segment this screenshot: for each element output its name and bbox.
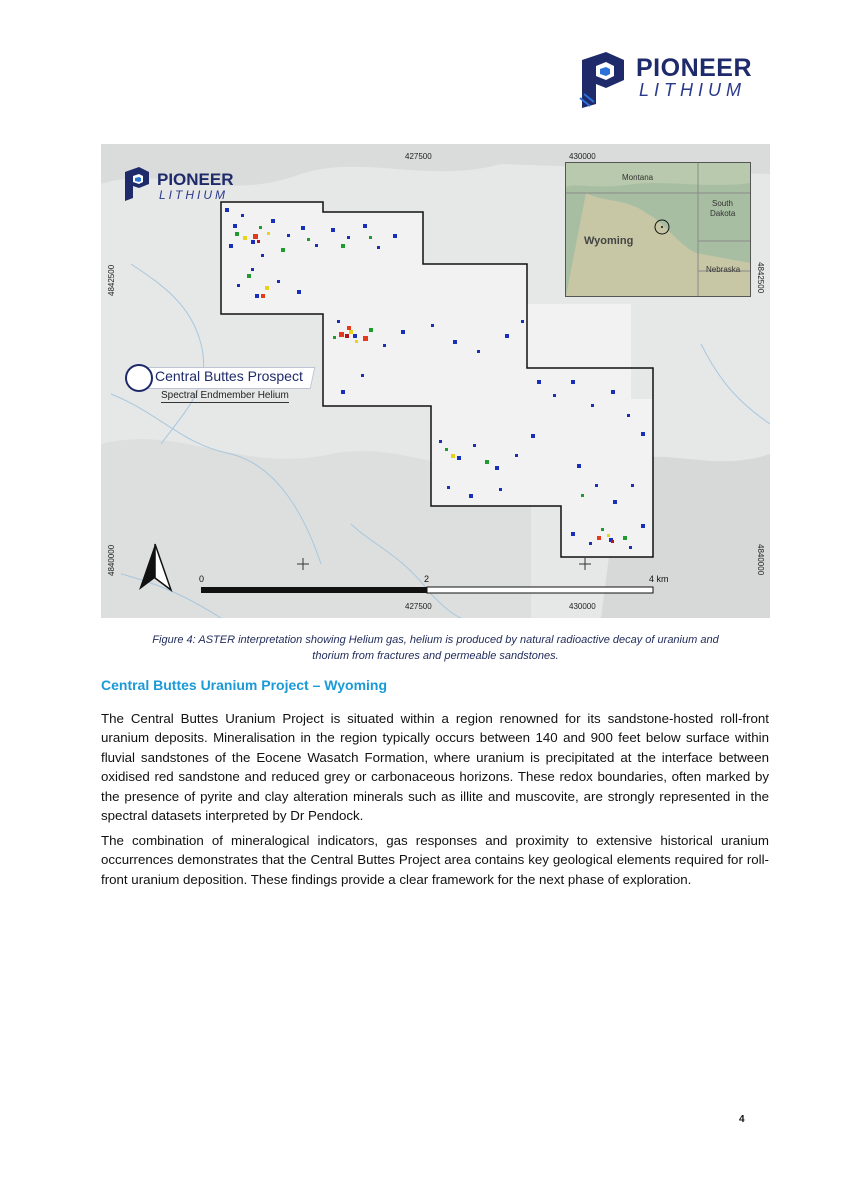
scale-label-zero: 0 [199,574,205,584]
inset-label-montana: Montana [622,173,654,182]
inset-label-wyoming: Wyoming [584,235,634,247]
location-inset-map [565,162,751,297]
coord-label: 427500 [405,602,432,611]
coord-label: 4842500 [756,262,765,294]
inset-label-nebraska: Nebraska [706,265,741,274]
coord-label: 430000 [569,602,596,611]
map-logo-primary: PIONEER [157,170,234,189]
inset-label-south: South [712,199,733,208]
map-logo-secondary: LITHIUM [159,188,228,202]
section-heading: Central Buttes Uranium Project – Wyoming [101,677,388,693]
scale-bar [201,587,653,593]
coord-label: 430000 [569,152,596,161]
scale-label-mid: 2 [424,574,430,584]
page-number: 4 [739,1114,745,1125]
prospect-marker-icon [125,364,153,392]
scale-label-end: 4 km [649,574,669,584]
coord-label: 4840000 [107,544,116,576]
prospect-title: Central Buttes Prospect [155,368,303,384]
company-logo [576,50,756,108]
inset-label-dakota: Dakota [710,209,736,218]
inset-canvas [566,163,750,296]
prospect-label [125,364,315,408]
logo-wordmark-secondary: LITHIUM [639,80,746,100]
body-paragraph: The combination of mineralogical indicators, gas responses and proximity to extensive historical uranium occurrences demonstrates that the Central Buttes Project area contains key geological elements required for roll-front uranium deposition. These findings provide a clear framework for the next phase of exploration. [101,833,769,887]
coord-label: 4842500 [107,264,116,296]
aster-helium-map [101,144,770,618]
logo-wordmark-primary: PIONEER [636,54,753,82]
prospect-subtitle: Spectral Endmember Helium [161,390,289,401]
figure-caption-line: Figure 4: ASTER interpretation showing Helium gas, helium is produced by natural radioactive decay of uranium and [152,634,719,646]
figure-caption-line: thorium from fractures and permeable sandstones. [312,650,559,662]
pioneer-logo-icon [121,166,153,202]
body-paragraph: The Central Buttes Uranium Project is situated within a region renowned for its sandstone-hosted roll-front uranium deposits. Mineralisation in the region typically occurs between 140 and 900 feet below surface within fluvial sandstones of the Eocene Wasatch Formation, where uranium is precipitated at the interface between oxidised red sandstone and reduced grey or carbonaceous horizons. These redox boundaries, often marked by the presence of pyrite and clay alteration minerals such as illite and muscovite, are strongly represented in the spectral datasets interpreted by Dr Pendock. [101,711,769,824]
coord-label: 427500 [405,152,432,161]
map-logo [121,166,251,206]
coord-label: 4840000 [756,544,765,576]
figure-caption [101,632,770,664]
pioneer-logo-icon [576,50,632,108]
